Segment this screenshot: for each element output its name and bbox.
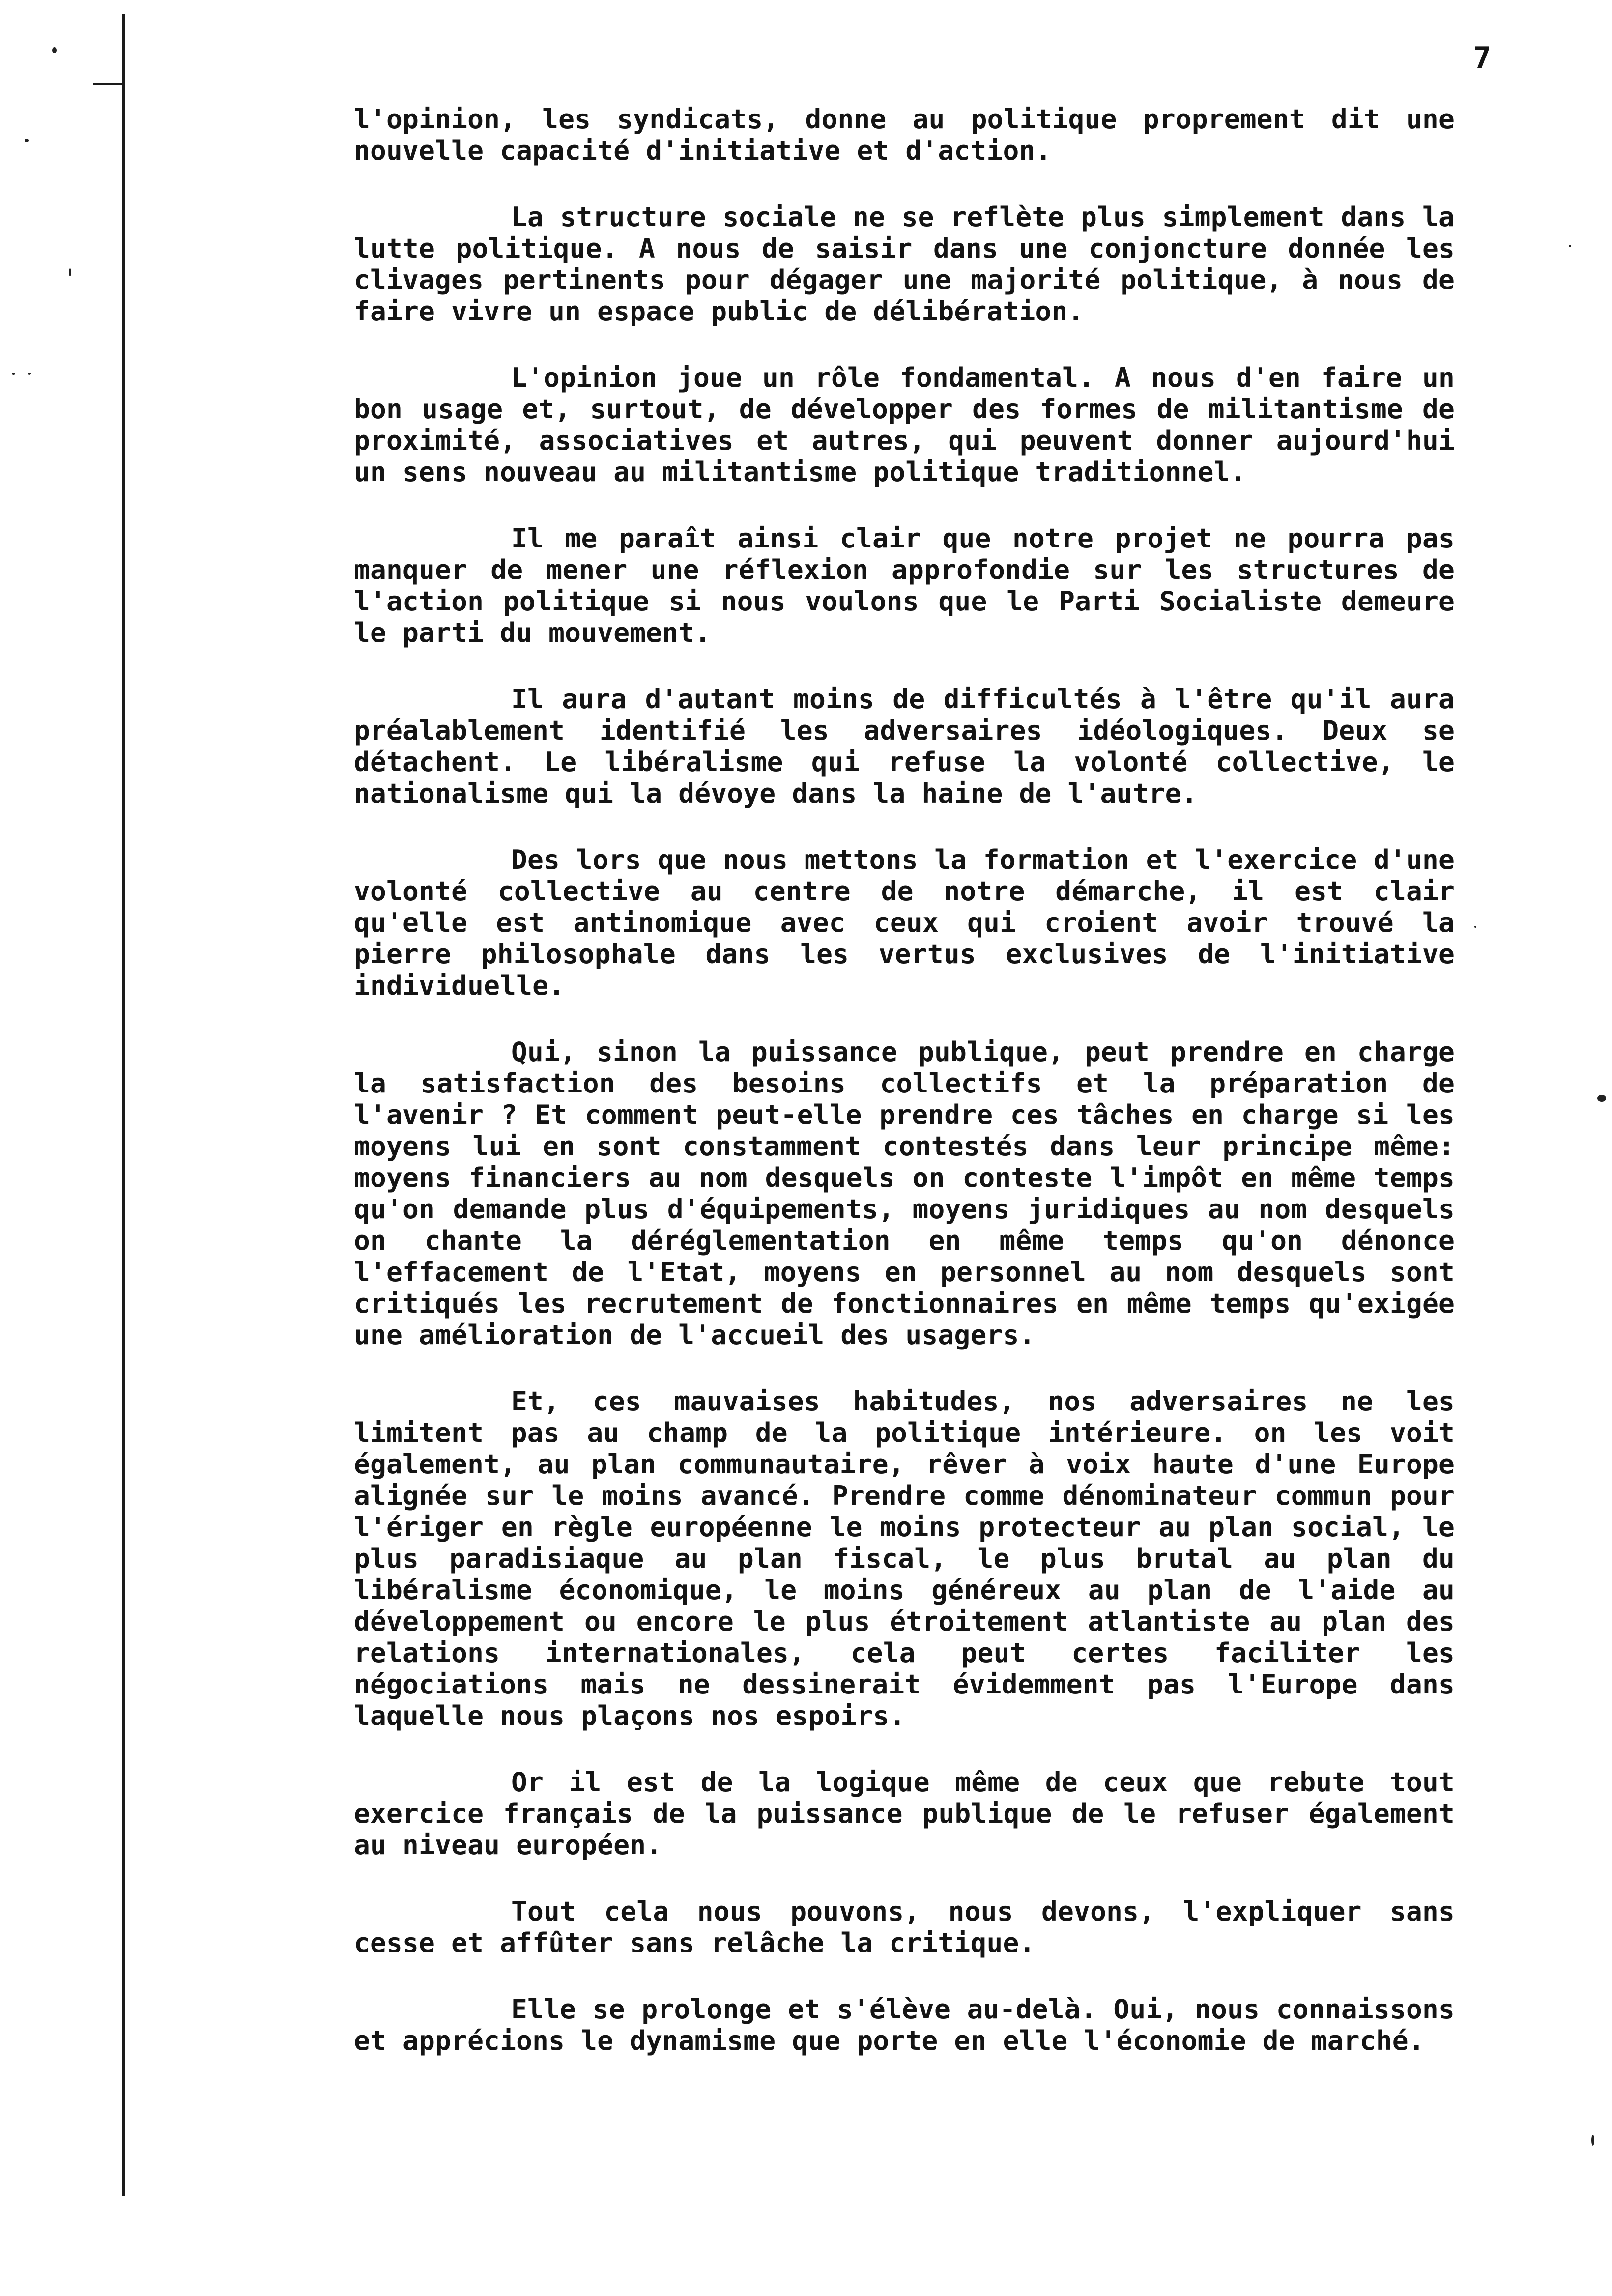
paragraph: Or il est de la logique même de ceux que rebute tout exercice français de la puissance publique de le refuser également au niveau européen.: [354, 1766, 1455, 1861]
scan-speck: [1591, 2135, 1594, 2146]
paragraph: Des lors que nous mettons la formation et l'exercice d'une volonté collective au centre de notre démarche, il est clair qu'elle est antinomique avec ceux qui croient avoir trouvé la pierre philosophale dans les vertus exclusives de l'initiative individuelle.: [354, 844, 1455, 1001]
paragraph: Il me paraît ainsi clair que notre projet ne pourra pas manquer de mener une réflexion approfondie sur les structures de l'action politique si nous voulons que le Parti Socialiste demeure le parti du mouvement.: [354, 522, 1455, 648]
scan-speck: [69, 268, 71, 276]
scan-speck: [28, 373, 31, 375]
margin-tick: [93, 83, 123, 85]
paragraph: Et, ces mauvaises habitudes, nos adversaires ne les limitent pas au champ de la politique intérieure. on les voit également, au plan communautaire, rêver à voix haute d'une Europe alignée sur le moins avancé. Prendre comme dénominateur commun pour l'ériger en règle européenne le moins protecteur au plan social, le plus paradisiaque au plan fiscal, le plus brutal au plan du libéralisme économique, le moins généreux au plan de l'aide au développement ou encore le plus étroitement atlantiste au plan des relations internationales, cela peut certes faciliter les négociations mais ne dessinerait évidemment pas l'Europe dans laquelle nous plaçons nos espoirs.: [354, 1385, 1455, 1731]
paragraph: l'opinion, les syndicats, donne au politique proprement dit une nouvelle capacité d'initiative et d'action.: [354, 103, 1455, 166]
paragraph: La structure sociale ne se reflète plus simplement dans la lutte politique. A nous de saisir dans une conjoncture donnée les clivages pertinents pour dégager une majorité politique, à nous de faire vivre un espace public de délibération.: [354, 201, 1455, 327]
page-number: 7: [1473, 41, 1492, 75]
body-text: [354, 103, 1455, 2091]
margin-line: [122, 14, 125, 2196]
scan-speck: [52, 47, 57, 53]
paragraph: L'opinion joue un rôle fondamental. A nous d'en faire un bon usage et, surtout, de développer des formes de militantisme de proximité, associatives et autres, qui peuvent donner aujourd'hui un sens nouveau au militantisme politique traditionnel.: [354, 362, 1455, 488]
paragraph: Tout cela nous pouvons, nous devons, l'expliquer sans cesse et affûter sans relâche la critique.: [354, 1895, 1455, 1958]
scan-speck: [1474, 926, 1476, 928]
scan-speck: [12, 373, 15, 375]
scan-speck: [25, 139, 29, 142]
scan-speck: [1569, 245, 1571, 247]
scan-speck: [1597, 1095, 1606, 1102]
paragraph: Qui, sinon la puissance publique, peut prendre en charge la satisfaction des besoins collectifs et la préparation de l'avenir ? Et comment peut-elle prendre ces tâches en charge si les moyens lui en sont constamment contestés dans leur principe même: moyens financiers au nom desquels on conteste l'impôt en même temps qu'on demande plus d'équipements, moyens juridiques au nom desquels on chante la déréglementation en même temps qu'on dénonce l'effacement de l'Etat, moyens en personnel au nom desquels sont critiqués les recrutement de fonctionnaires en même temps qu'exigée une amélioration de l'accueil des usagers.: [354, 1036, 1455, 1350]
paragraph: Elle se prolonge et s'élève au-delà. Oui, nous connaissons et apprécions le dynamisme que porte en elle l'économie de marché.: [354, 1993, 1455, 2056]
paragraph: Il aura d'autant moins de difficultés à l'être qu'il aura préalablement identifié les adversaires idéologiques. Deux se détachent. Le libéralisme qui refuse la volonté collective, le nationalisme qui la dévoye dans la haine de l'autre.: [354, 683, 1455, 809]
